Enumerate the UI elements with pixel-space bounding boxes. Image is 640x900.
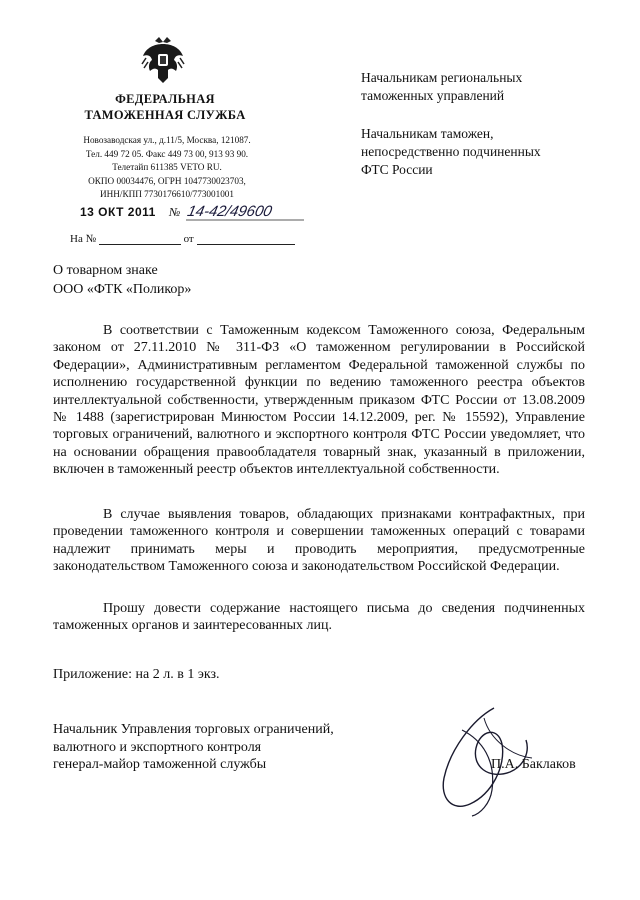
signatory-name: П.А. Баклаков <box>491 757 576 772</box>
attachment-note: Приложение: на 2 л. в 1 экз. <box>53 667 220 682</box>
outgoing-number-label: № <box>169 205 181 219</box>
reply-number-label: На № <box>70 233 97 245</box>
outgoing-number-text: 14-42/49600 <box>186 203 274 220</box>
reply-reference-row <box>70 233 295 245</box>
signatory-title-line: Начальник Управления торговых ограничений, <box>53 722 334 737</box>
body-paragraph: В случае выявления товаров, обладающих признаками контрафактных, при проведении таможенного контроля и совершении таможенных операций с товарами надлежит принимать меры и проводить мероприятия, предусмотренные законодательством Таможенного союза и законодательством Российской Федерации. <box>53 507 585 575</box>
recipient-block-2 <box>361 125 591 179</box>
address-line: Тел. 449 72 05. Факс 449 73 00, 913 93 90. <box>85 148 249 159</box>
reply-date-label: от <box>183 233 194 245</box>
recipient-block-1 <box>361 69 591 105</box>
org-name-line1: ФЕДЕРАЛЬНАЯ <box>115 92 215 106</box>
date-stamp: 13 ОКТ 2011 <box>80 205 156 219</box>
address-line: Телетайп 611385 VETO RU. <box>112 162 222 172</box>
recipient-line: таможенных управлений <box>361 88 505 103</box>
recipient-line: ФТС России <box>361 162 433 177</box>
signatory-title-line: валютного и экспортного контроля <box>53 739 262 755</box>
subject-line: О товарном знаке <box>53 263 158 278</box>
address-line: ОКПО 00034476, ОГРН 1047730023703, <box>88 175 246 186</box>
subject-line: ООО «ФТК «Поликор» <box>53 282 192 297</box>
signatory-title-line: генерал-майор таможенной службы <box>53 757 267 772</box>
recipient-line: Начальникам региональных <box>361 70 523 85</box>
signatory-title <box>53 721 334 774</box>
body-paragraph: В соответствии с Таможенным кодексом Таможенного союза, Федеральным законом от 27.11.2010 № 311-ФЗ «О таможенном регулировании в Российской Федерации», Административным регламентом Федеральной таможенной службы по исполнению государственной функции по ведению таможенного реестра объектов интеллектуальной собственности, утвержденным приказом ФТС России от 13.08.2009 № 1488 (зарегистрирован Минюстом России 14.12.2009, рег. № 15592), Управление торговых ограничений, валютного и экспортного контроля ФТС России уведомляет, что на основании обращения правообладателя товарный знак, указанный в приложении, включен в таможенный реестр объектов интеллектуальной собственности. <box>53 323 585 478</box>
recipient-line: Начальникам таможен, <box>361 126 494 141</box>
address-line: ИНН/КПП 7730176610/773001001 <box>100 189 234 199</box>
reply-date-blank <box>197 233 295 245</box>
letter-subject <box>53 261 191 299</box>
address-line: Новозаводская ул., д.11/5, Москва, 121087. <box>83 135 251 145</box>
reply-number-blank <box>99 233 181 245</box>
org-address-block <box>62 134 272 202</box>
double-headed-eagle-emblem-icon <box>140 34 186 86</box>
body-paragraph: Прошу довести содержание настоящего письма до сведения подчиненных таможенных органов и заинтересованных лиц. <box>53 601 585 634</box>
org-name-line2: ТАМОЖЕННАЯ СЛУЖБА <box>84 108 246 122</box>
recipient-line: непосредственно подчиненных <box>361 144 541 159</box>
outgoing-number-handwritten <box>186 200 306 224</box>
